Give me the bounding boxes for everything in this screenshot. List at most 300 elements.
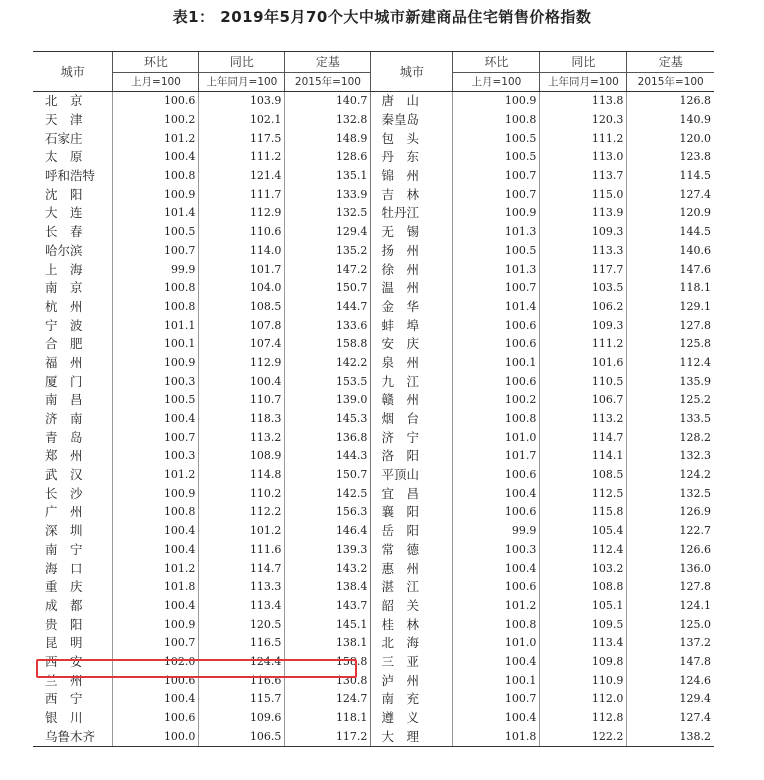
mom-cell: 100.9 [113,354,199,373]
mom-cell: 100.7 [453,690,540,709]
mom-cell: 100.5 [113,391,199,410]
yoy-cell: 118.3 [199,410,285,429]
base-cell: 137.2 [627,634,714,653]
mom-cell: 100.4 [453,653,540,672]
mom-cell: 100.2 [453,391,540,410]
yoy-cell: 107.8 [199,316,285,335]
mom-cell: 101.4 [453,298,540,317]
base-cell: 120.0 [627,129,714,148]
city-cell: 岳 阳 [371,522,453,541]
price-index-table-container [33,51,714,747]
city-cell: 郑 州 [45,448,83,464]
yoy-cell: 102.1 [199,111,285,130]
yoy-cell: 116.5 [199,634,285,653]
city-cell: 吉 林 [371,185,453,204]
base-cell: 126.6 [627,541,714,560]
base-cell: 140.9 [627,111,714,130]
mom-cell: 101.1 [113,316,199,335]
city-cell: 韶 关 [371,597,453,616]
city-cell: 天 津 [45,112,83,128]
city-cell: 扬 州 [371,242,453,261]
base-cell: 139.0 [285,391,371,410]
yoy-cell: 108.5 [199,298,285,317]
yoy-cell: 108.9 [199,447,285,466]
yoy-cell: 124.4 [199,653,285,672]
base-cell: 138.2 [627,727,714,746]
base-cell: 144.5 [627,223,714,242]
mom-cell: 100.7 [113,242,199,261]
mom-cell: 100.9 [113,185,199,204]
table-row [33,671,714,690]
city-cell: 呼和浩特 [45,168,96,184]
base-cell: 125.0 [627,615,714,634]
yoy-cell: 106.7 [540,391,627,410]
mom-cell: 100.3 [113,372,199,391]
table-row [33,279,714,298]
city-cell: 福 州 [45,354,83,370]
yoy-cell: 122.2 [540,727,627,746]
table-row [33,578,714,597]
base-cell: 122.7 [627,522,714,541]
base-cell: 114.5 [627,167,714,186]
mom-cell: 100.9 [453,204,540,223]
city-cell: 湛 江 [371,578,453,597]
base-cell: 144.7 [285,298,371,317]
city-cell: 泉 州 [371,354,453,373]
city-cell: 北 京 [45,93,83,109]
city-cell: 无 锡 [371,223,453,242]
base-cell: 140.7 [285,92,371,111]
yoy-cell: 112.2 [199,503,285,522]
base-column-header: 定基 [285,52,371,73]
city-cell: 海 口 [45,560,83,576]
table-body [33,92,714,747]
yoy-cell: 111.2 [540,129,627,148]
yoy-cell: 107.4 [199,335,285,354]
base-cell: 147.8 [627,653,714,672]
table-row [33,428,714,447]
base-cell: 147.6 [627,260,714,279]
mom-subheader: 上月=100 [113,73,199,92]
table-header [33,52,714,92]
mom-cell: 100.8 [453,615,540,634]
yoy-cell: 104.0 [199,279,285,298]
base-cell: 158.8 [285,653,371,672]
table-row [33,503,714,522]
table-row [33,541,714,560]
city-cell: 哈尔滨 [45,242,83,258]
city-cell: 杭 州 [45,298,83,314]
city-cell: 西 安 [45,653,83,669]
mom-cell: 100.6 [113,709,199,728]
city-cell: 银 川 [45,710,83,726]
base-cell: 144.3 [285,447,371,466]
city-cell: 南 昌 [45,392,83,408]
mom-cell: 101.3 [453,223,540,242]
table-row [33,298,714,317]
city-cell: 九 江 [371,372,453,391]
city-cell: 昆 明 [45,635,83,651]
base-cell: 148.9 [285,129,371,148]
base-cell: 118.1 [285,709,371,728]
base-cell: 123.8 [627,148,714,167]
mom-cell: 100.4 [113,148,199,167]
yoy-cell: 113.4 [199,597,285,616]
yoy-cell: 110.7 [199,391,285,410]
table-row [33,559,714,578]
base-cell: 133.9 [285,185,371,204]
price-index-table [33,51,714,747]
base-cell: 145.3 [285,410,371,429]
mom-cell: 100.6 [453,503,540,522]
city-cell: 宜 昌 [371,484,453,503]
base-cell: 135.1 [285,167,371,186]
base-cell: 117.2 [285,727,371,746]
mom-cell: 100.9 [113,615,199,634]
city-cell: 烟 台 [371,410,453,429]
base-cell: 147.2 [285,260,371,279]
mom-cell: 100.4 [453,559,540,578]
mom-cell: 101.0 [453,634,540,653]
mom-cell: 100.8 [453,111,540,130]
mom-cell: 100.5 [113,223,199,242]
city-cell: 长 沙 [45,485,83,501]
base-cell: 138.4 [285,578,371,597]
city-cell: 大 理 [371,727,453,746]
mom-cell: 100.1 [113,335,199,354]
city-cell: 济 宁 [371,428,453,447]
table-row [33,335,714,354]
mom-cell: 100.4 [453,484,540,503]
yoy-cell: 109.6 [199,709,285,728]
mom-cell: 100.5 [453,242,540,261]
table-row [33,92,714,111]
yoy-cell: 106.5 [199,727,285,746]
yoy-cell: 113.9 [540,204,627,223]
mom-cell: 100.0 [113,727,199,746]
mom-cell: 101.8 [113,578,199,597]
base-cell: 124.6 [627,671,714,690]
mom-cell: 100.8 [113,503,199,522]
table-row [33,223,714,242]
table-row [33,522,714,541]
city-cell: 成 都 [45,597,83,613]
yoy-cell: 112.4 [540,541,627,560]
city-cell: 合 肥 [45,336,83,352]
city-cell: 深 圳 [45,523,83,539]
table-row [33,129,714,148]
city-cell: 温 州 [371,279,453,298]
base-cell: 130.8 [285,671,371,690]
city-cell: 武 汉 [45,467,83,483]
yoy-cell: 113.0 [540,148,627,167]
mom-cell: 100.4 [453,709,540,728]
mom-cell: 100.9 [113,484,199,503]
table-row [33,690,714,709]
mom-cell: 100.8 [113,298,199,317]
mom-cell: 100.6 [113,671,199,690]
mom-column-header: 环比 [113,52,199,73]
mom-cell: 100.7 [453,279,540,298]
base-subheader: 2015年=100 [285,73,371,92]
city-cell: 兰 州 [45,672,83,688]
table-row [33,354,714,373]
base-subheader-right: 2015年=100 [627,73,714,92]
mom-cell: 101.8 [453,727,540,746]
mom-cell: 99.9 [453,522,540,541]
city-cell: 太 原 [45,149,83,165]
base-cell: 136.8 [285,428,371,447]
base-cell: 132.3 [627,447,714,466]
base-cell: 128.6 [285,148,371,167]
base-cell: 143.7 [285,597,371,616]
city-cell: 大 连 [45,205,83,221]
city-cell: 泸 州 [371,671,453,690]
table-row [33,410,714,429]
yoy-cell: 110.9 [540,671,627,690]
mom-cell: 100.7 [113,428,199,447]
base-cell: 124.7 [285,690,371,709]
mom-cell: 100.8 [113,279,199,298]
yoy-cell: 112.9 [199,354,285,373]
yoy-cell: 103.9 [199,92,285,111]
base-cell: 142.5 [285,484,371,503]
yoy-cell: 120.5 [199,615,285,634]
mom-cell: 100.3 [113,447,199,466]
city-cell: 宁 波 [45,317,83,333]
yoy-cell: 110.6 [199,223,285,242]
mom-cell: 100.4 [113,597,199,616]
yoy-cell: 101.2 [199,522,285,541]
city-cell: 遵 义 [371,709,453,728]
base-cell: 150.7 [285,466,371,485]
mom-cell: 100.6 [453,466,540,485]
mom-cell: 100.9 [453,92,540,111]
yoy-cell: 105.1 [540,597,627,616]
city-cell: 石家庄 [45,130,83,146]
base-cell: 126.8 [627,92,714,111]
base-cell: 129.1 [627,298,714,317]
yoy-subheader-right: 上年同月=100 [540,73,627,92]
yoy-cell: 105.4 [540,522,627,541]
yoy-cell: 109.8 [540,653,627,672]
city-cell: 南 充 [371,690,453,709]
yoy-cell: 109.3 [540,316,627,335]
table-row [33,447,714,466]
city-cell: 西 宁 [45,691,83,707]
table-row [33,316,714,335]
yoy-cell: 100.4 [199,372,285,391]
yoy-cell: 111.7 [199,185,285,204]
yoy-cell: 101.7 [199,260,285,279]
mom-cell: 100.6 [453,578,540,597]
yoy-cell: 114.0 [199,242,285,261]
base-cell: 150.7 [285,279,371,298]
base-cell: 124.2 [627,466,714,485]
yoy-cell: 112.5 [540,484,627,503]
yoy-cell: 113.2 [199,428,285,447]
yoy-cell: 113.2 [540,410,627,429]
base-cell: 124.1 [627,597,714,616]
city-cell: 蚌 埠 [371,316,453,335]
mom-cell: 100.7 [453,167,540,186]
mom-cell: 102.0 [113,653,199,672]
base-cell: 135.2 [285,242,371,261]
mom-cell: 100.4 [113,541,199,560]
mom-cell: 100.6 [113,92,199,111]
mom-cell: 101.2 [113,129,199,148]
yoy-cell: 106.2 [540,298,627,317]
city-cell: 南 宁 [45,541,83,557]
mom-cell: 100.7 [113,634,199,653]
mom-cell: 100.6 [453,335,540,354]
mom-cell: 100.1 [453,671,540,690]
yoy-cell: 108.8 [540,578,627,597]
yoy-cell: 115.7 [199,690,285,709]
yoy-subheader: 上年同月=100 [199,73,285,92]
table-row [33,260,714,279]
mom-cell: 100.4 [113,690,199,709]
city-cell: 惠 州 [371,559,453,578]
city-cell: 北 海 [371,634,453,653]
mom-cell: 100.1 [453,354,540,373]
city-cell: 丹 东 [371,148,453,167]
city-cell: 桂 林 [371,615,453,634]
table-row [33,204,714,223]
city-column-header: 城市 [33,52,113,92]
yoy-cell: 117.7 [540,260,627,279]
city-cell: 三 亚 [371,653,453,672]
city-cell: 牡丹江 [371,204,453,223]
mom-cell: 100.5 [453,148,540,167]
city-cell: 金 华 [371,298,453,317]
base-cell: 127.8 [627,316,714,335]
yoy-cell: 103.5 [540,279,627,298]
base-cell: 146.4 [285,522,371,541]
mom-cell: 101.2 [113,466,199,485]
base-cell: 132.5 [285,204,371,223]
mom-cell: 100.2 [113,111,199,130]
base-cell: 132.8 [285,111,371,130]
city-cell: 上 海 [45,261,83,277]
yoy-cell: 114.7 [199,559,285,578]
mom-cell: 101.0 [453,428,540,447]
table-row [33,185,714,204]
base-cell: 145.1 [285,615,371,634]
table-title: 表1： 2019年5月70个大中城市新建商品住宅销售价格指数 [172,8,592,26]
base-cell: 153.5 [285,372,371,391]
city-cell: 安 庆 [371,335,453,354]
yoy-cell: 113.7 [540,167,627,186]
base-cell: 125.8 [627,335,714,354]
city-cell: 贵 阳 [45,616,83,632]
base-cell: 112.4 [627,354,714,373]
mom-cell: 100.3 [453,541,540,560]
city-cell: 唐 山 [371,92,453,111]
base-cell: 118.1 [627,279,714,298]
city-cell: 济 南 [45,411,83,427]
yoy-cell: 117.5 [199,129,285,148]
yoy-cell: 110.5 [540,372,627,391]
mom-cell: 100.7 [453,185,540,204]
table-row [33,615,714,634]
base-cell: 128.2 [627,428,714,447]
base-cell: 158.8 [285,335,371,354]
city-cell: 南 京 [45,280,83,296]
yoy-cell: 114.7 [540,428,627,447]
base-cell: 125.2 [627,391,714,410]
base-column-header-right: 定基 [627,52,714,73]
city-cell: 包 头 [371,129,453,148]
city-cell: 青 岛 [45,429,83,445]
mom-cell: 101.3 [453,260,540,279]
table-row [33,111,714,130]
table-row [33,634,714,653]
mom-cell: 100.8 [453,410,540,429]
base-cell: 133.5 [627,410,714,429]
mom-cell: 100.6 [453,316,540,335]
mom-cell: 99.9 [113,260,199,279]
yoy-cell: 113.3 [199,578,285,597]
yoy-cell: 111.2 [199,148,285,167]
yoy-column-header: 同比 [199,52,285,73]
yoy-cell: 121.4 [199,167,285,186]
yoy-cell: 110.2 [199,484,285,503]
mom-cell: 100.8 [113,167,199,186]
base-cell: 136.0 [627,559,714,578]
mom-cell: 101.2 [113,559,199,578]
mom-cell: 100.4 [113,410,199,429]
base-cell: 142.2 [285,354,371,373]
city-column-header-right: 城市 [371,52,453,92]
table-row [33,597,714,616]
city-cell: 徐 州 [371,260,453,279]
yoy-cell: 111.6 [199,541,285,560]
yoy-cell: 111.2 [540,335,627,354]
mom-subheader-right: 上月=100 [453,73,540,92]
mom-cell: 100.4 [113,522,199,541]
base-cell: 133.6 [285,316,371,335]
yoy-cell: 114.8 [199,466,285,485]
city-cell: 秦皇岛 [371,111,453,130]
base-cell: 127.8 [627,578,714,597]
city-cell: 沈 阳 [45,186,83,202]
city-cell: 襄 阳 [371,503,453,522]
city-cell: 赣 州 [371,391,453,410]
yoy-column-header-right: 同比 [540,52,627,73]
yoy-cell: 113.4 [540,634,627,653]
base-cell: 156.3 [285,503,371,522]
base-cell: 143.2 [285,559,371,578]
yoy-cell: 114.1 [540,447,627,466]
city-cell: 常 德 [371,541,453,560]
base-cell: 132.5 [627,484,714,503]
mom-cell: 100.6 [453,372,540,391]
yoy-cell: 115.0 [540,185,627,204]
yoy-cell: 113.8 [540,92,627,111]
city-cell: 锦 州 [371,167,453,186]
mom-cell: 101.4 [113,204,199,223]
table-row [33,148,714,167]
table-row [33,167,714,186]
table-row [33,727,714,746]
table-row [33,484,714,503]
mom-cell: 101.7 [453,447,540,466]
city-cell: 重 庆 [45,579,83,595]
yoy-cell: 112.8 [540,709,627,728]
yoy-cell: 109.5 [540,615,627,634]
base-cell: 129.4 [285,223,371,242]
